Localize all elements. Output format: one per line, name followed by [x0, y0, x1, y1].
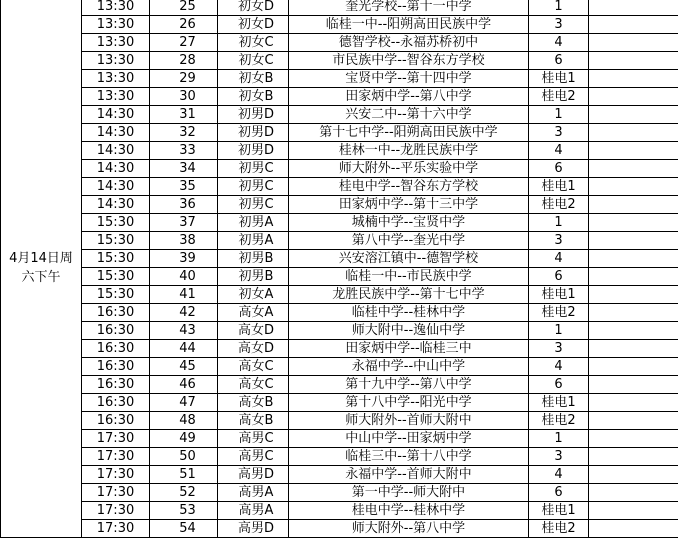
- time-cell[interactable]: 13:30: [82, 52, 150, 70]
- empty-cell[interactable]: [589, 268, 678, 286]
- venue-cell[interactable]: 桂电1: [529, 70, 589, 88]
- empty-cell[interactable]: [589, 520, 678, 538]
- table-row: [1, 502, 678, 520]
- match-cell[interactable]: 第十九中学--第八中学: [289, 376, 529, 394]
- time-cell[interactable]: 16:30: [82, 376, 150, 394]
- match-cell[interactable]: 兴安溶江镇中--德智学校: [289, 250, 529, 268]
- group-cell[interactable]: 初女C: [218, 52, 289, 70]
- group-cell[interactable]: 初女B: [218, 88, 289, 106]
- venue-cell[interactable]: 3: [529, 16, 589, 34]
- empty-cell[interactable]: [589, 232, 678, 250]
- table-row: [1, 52, 678, 70]
- match-cell[interactable]: 城楠中学--宝贤中学: [289, 214, 529, 232]
- match-cell[interactable]: 市民族中学--智谷东方学校: [289, 52, 529, 70]
- time-cell[interactable]: 15:30: [82, 250, 150, 268]
- time-cell[interactable]: 17:30: [82, 448, 150, 466]
- match-cell[interactable]: 临桂中学--桂林中学: [289, 304, 529, 322]
- time-cell[interactable]: 15:30: [82, 286, 150, 304]
- empty-cell[interactable]: [589, 88, 678, 106]
- match-number-cell[interactable]: 36: [150, 196, 218, 214]
- venue-cell[interactable]: 3: [529, 232, 589, 250]
- group-cell[interactable]: 初男D: [218, 142, 289, 160]
- match-number-cell[interactable]: 53: [150, 502, 218, 520]
- match-cell[interactable]: 临桂三中--第十八中学: [289, 448, 529, 466]
- time-cell[interactable]: 16:30: [82, 358, 150, 376]
- group-cell[interactable]: 初男D: [218, 124, 289, 142]
- empty-cell[interactable]: [589, 142, 678, 160]
- group-cell[interactable]: 高男D: [218, 466, 289, 484]
- table-row: [1, 520, 678, 538]
- match-cell[interactable]: 桂电中学--桂林中学: [289, 502, 529, 520]
- match-number-cell[interactable]: 48: [150, 412, 218, 430]
- group-cell[interactable]: 初女A: [218, 286, 289, 304]
- venue-cell[interactable]: 6: [529, 268, 589, 286]
- match-number-cell[interactable]: 42: [150, 304, 218, 322]
- empty-cell[interactable]: [589, 34, 678, 52]
- match-cell[interactable]: 永福中学--首师大附中: [289, 466, 529, 484]
- match-cell[interactable]: 兴安二中--第十六中学: [289, 106, 529, 124]
- match-number-cell[interactable]: 54: [150, 520, 218, 538]
- match-number-cell[interactable]: 34: [150, 160, 218, 178]
- group-cell[interactable]: 初男D: [218, 106, 289, 124]
- time-cell[interactable]: 14:30: [82, 196, 150, 214]
- time-cell[interactable]: 17:30: [82, 520, 150, 538]
- match-number-cell[interactable]: 27: [150, 34, 218, 52]
- group-cell[interactable]: 初男C: [218, 196, 289, 214]
- empty-cell[interactable]: [589, 466, 678, 484]
- time-cell[interactable]: 14:30: [82, 106, 150, 124]
- match-cell[interactable]: 师大附外--平乐实验中学: [289, 160, 529, 178]
- match-cell[interactable]: 田家炳中学--第十三中学: [289, 196, 529, 214]
- match-number-cell[interactable]: 40: [150, 268, 218, 286]
- table-row: [1, 16, 678, 34]
- time-cell[interactable]: 14:30: [82, 142, 150, 160]
- match-number-cell[interactable]: 33: [150, 142, 218, 160]
- time-cell[interactable]: 16:30: [82, 322, 150, 340]
- table-row: [1, 394, 678, 412]
- venue-cell[interactable]: 1: [529, 214, 589, 232]
- empty-cell[interactable]: [589, 52, 678, 70]
- group-cell[interactable]: 高女B: [218, 412, 289, 430]
- match-cell[interactable]: 德智学校--永福苏桥初中: [289, 34, 529, 52]
- venue-cell[interactable]: 6: [529, 376, 589, 394]
- table-row: [1, 304, 678, 322]
- match-number-cell[interactable]: 45: [150, 358, 218, 376]
- venue-cell[interactable]: 桂电2: [529, 520, 589, 538]
- time-cell[interactable]: 13:30: [82, 70, 150, 88]
- group-cell[interactable]: 高男C: [218, 448, 289, 466]
- time-cell[interactable]: 16:30: [82, 340, 150, 358]
- table-row: [1, 142, 678, 160]
- time-cell[interactable]: 17:30: [82, 430, 150, 448]
- table-row: [1, 88, 678, 106]
- venue-cell[interactable]: 桂电1: [529, 286, 589, 304]
- table-row: [1, 70, 678, 88]
- venue-cell[interactable]: 6: [529, 52, 589, 70]
- time-cell[interactable]: 13:30: [82, 16, 150, 34]
- group-cell[interactable]: 高男A: [218, 484, 289, 502]
- empty-cell[interactable]: [589, 124, 678, 142]
- empty-cell[interactable]: [589, 304, 678, 322]
- group-cell[interactable]: 初男C: [218, 160, 289, 178]
- match-cell[interactable]: 第十八中学--阳光中学: [289, 394, 529, 412]
- table-row: [1, 214, 678, 232]
- match-cell[interactable]: 师大附外--首师大附中: [289, 412, 529, 430]
- match-number-cell[interactable]: 50: [150, 448, 218, 466]
- empty-cell[interactable]: [589, 214, 678, 232]
- table-row: [1, 196, 678, 214]
- table-row: [1, 322, 678, 340]
- venue-cell[interactable]: 1: [529, 430, 589, 448]
- venue-cell[interactable]: 3: [529, 124, 589, 142]
- match-cell[interactable]: 第十七中学--阳朔高田民族中学: [289, 124, 529, 142]
- match-number-cell[interactable]: 30: [150, 88, 218, 106]
- group-cell[interactable]: 初女D: [218, 16, 289, 34]
- match-number-cell[interactable]: 51: [150, 466, 218, 484]
- match-number-cell[interactable]: 25: [150, 0, 218, 16]
- match-number-cell[interactable]: 46: [150, 376, 218, 394]
- match-number-cell[interactable]: 26: [150, 16, 218, 34]
- time-cell[interactable]: 16:30: [82, 304, 150, 322]
- group-cell[interactable]: 高女D: [218, 340, 289, 358]
- group-cell[interactable]: 高男C: [218, 430, 289, 448]
- table-row: [1, 0, 678, 16]
- table-row: [1, 124, 678, 142]
- match-cell[interactable]: 田家炳中学--临桂三中: [289, 340, 529, 358]
- venue-cell[interactable]: 1: [529, 322, 589, 340]
- match-number-cell[interactable]: 43: [150, 322, 218, 340]
- match-number-cell[interactable]: 37: [150, 214, 218, 232]
- table-row: [1, 358, 678, 376]
- table-row: [1, 34, 678, 52]
- empty-cell[interactable]: [589, 106, 678, 124]
- empty-cell[interactable]: [589, 160, 678, 178]
- empty-cell[interactable]: [589, 394, 678, 412]
- group-cell[interactable]: 高女B: [218, 394, 289, 412]
- table-row: [1, 340, 678, 358]
- group-cell[interactable]: 初女C: [218, 34, 289, 52]
- time-cell[interactable]: 14:30: [82, 160, 150, 178]
- empty-cell[interactable]: [589, 0, 678, 16]
- match-number-cell[interactable]: 28: [150, 52, 218, 70]
- match-number-cell[interactable]: 31: [150, 106, 218, 124]
- empty-cell[interactable]: [589, 502, 678, 520]
- time-cell[interactable]: 14:30: [82, 124, 150, 142]
- match-cell[interactable]: 临桂一中--市民族中学: [289, 268, 529, 286]
- empty-cell[interactable]: [589, 196, 678, 214]
- table-row: [1, 178, 678, 196]
- time-cell[interactable]: 13:30: [82, 88, 150, 106]
- empty-cell[interactable]: [589, 322, 678, 340]
- table-row: [1, 250, 678, 268]
- venue-cell[interactable]: 4: [529, 142, 589, 160]
- venue-cell[interactable]: 桂电1: [529, 178, 589, 196]
- venue-cell[interactable]: 4: [529, 466, 589, 484]
- venue-cell[interactable]: 1: [529, 106, 589, 124]
- empty-cell[interactable]: [589, 430, 678, 448]
- group-cell[interactable]: 初女D: [218, 0, 289, 16]
- time-cell[interactable]: 16:30: [82, 412, 150, 430]
- venue-cell[interactable]: 桂电1: [529, 502, 589, 520]
- time-cell[interactable]: 15:30: [82, 268, 150, 286]
- match-number-cell[interactable]: 49: [150, 430, 218, 448]
- empty-cell[interactable]: [589, 484, 678, 502]
- match-cell[interactable]: 田家炳中学--第八中学: [289, 88, 529, 106]
- date-cell[interactable]: 4月14日周六下午: [1, 0, 82, 538]
- time-cell[interactable]: 15:30: [82, 232, 150, 250]
- table-row: [1, 232, 678, 250]
- time-cell[interactable]: 17:30: [82, 484, 150, 502]
- group-cell[interactable]: 高女C: [218, 376, 289, 394]
- venue-cell[interactable]: 桂电2: [529, 196, 589, 214]
- group-cell[interactable]: 高男A: [218, 502, 289, 520]
- venue-cell[interactable]: 4: [529, 250, 589, 268]
- time-cell[interactable]: 13:30: [82, 0, 150, 16]
- match-cell[interactable]: 桂林一中--龙胜民族中学: [289, 142, 529, 160]
- time-cell[interactable]: 17:30: [82, 502, 150, 520]
- group-cell[interactable]: 初女B: [218, 70, 289, 88]
- table-row: [1, 448, 678, 466]
- match-number-cell[interactable]: 47: [150, 394, 218, 412]
- empty-cell[interactable]: [589, 358, 678, 376]
- match-cell[interactable]: 永福中学--中山中学: [289, 358, 529, 376]
- venue-cell[interactable]: 1: [529, 0, 589, 16]
- table-row: [1, 412, 678, 430]
- venue-cell[interactable]: 3: [529, 340, 589, 358]
- match-number-cell[interactable]: 29: [150, 70, 218, 88]
- venue-cell[interactable]: 桂电2: [529, 88, 589, 106]
- time-cell[interactable]: 14:30: [82, 178, 150, 196]
- empty-cell[interactable]: [589, 340, 678, 358]
- group-cell[interactable]: 初男B: [218, 250, 289, 268]
- group-cell[interactable]: 高女C: [218, 358, 289, 376]
- group-cell[interactable]: 初男A: [218, 232, 289, 250]
- match-number-cell[interactable]: 32: [150, 124, 218, 142]
- match-number-cell[interactable]: 39: [150, 250, 218, 268]
- group-cell[interactable]: 高男D: [218, 520, 289, 538]
- match-number-cell[interactable]: 41: [150, 286, 218, 304]
- venue-cell[interactable]: 6: [529, 160, 589, 178]
- group-cell[interactable]: 高女A: [218, 304, 289, 322]
- empty-cell[interactable]: [589, 178, 678, 196]
- venue-cell[interactable]: 4: [529, 34, 589, 52]
- table-row: [1, 484, 678, 502]
- match-cell[interactable]: 宝贤中学--第十四中学: [289, 70, 529, 88]
- match-number-cell[interactable]: 38: [150, 232, 218, 250]
- match-cell[interactable]: 第一中学--师大附中: [289, 484, 529, 502]
- time-cell[interactable]: 16:30: [82, 394, 150, 412]
- match-cell[interactable]: 桂电中学--智谷东方学校: [289, 178, 529, 196]
- table-row: [1, 268, 678, 286]
- table-row: [1, 106, 678, 124]
- table-row: [1, 376, 678, 394]
- schedule-body: [1, 0, 678, 538]
- empty-cell[interactable]: [589, 448, 678, 466]
- time-cell[interactable]: 15:30: [82, 214, 150, 232]
- empty-cell[interactable]: [589, 16, 678, 34]
- venue-cell[interactable]: 桂电2: [529, 304, 589, 322]
- venue-cell[interactable]: 3: [529, 448, 589, 466]
- time-cell[interactable]: 17:30: [82, 466, 150, 484]
- match-cell[interactable]: 龙胜民族中学--第十七中学: [289, 286, 529, 304]
- venue-cell[interactable]: 桂电2: [529, 412, 589, 430]
- time-cell[interactable]: 13:30: [82, 34, 150, 52]
- venue-cell[interactable]: 桂电1: [529, 394, 589, 412]
- match-cell[interactable]: 临桂一中--阳朔高田民族中学: [289, 16, 529, 34]
- table-row: [1, 286, 678, 304]
- table-row: [1, 430, 678, 448]
- empty-cell[interactable]: [589, 70, 678, 88]
- match-cell[interactable]: 中山中学--田家炳中学: [289, 430, 529, 448]
- match-cell[interactable]: 师大附中--逸仙中学: [289, 322, 529, 340]
- empty-cell[interactable]: [589, 412, 678, 430]
- match-cell[interactable]: 奎光学校--第十一中学: [289, 0, 529, 16]
- empty-cell[interactable]: [589, 286, 678, 304]
- group-cell[interactable]: 初男C: [218, 178, 289, 196]
- venue-cell[interactable]: 4: [529, 358, 589, 376]
- match-number-cell[interactable]: 44: [150, 340, 218, 358]
- group-cell[interactable]: 初男B: [218, 268, 289, 286]
- table-row: [1, 160, 678, 178]
- match-number-cell[interactable]: 35: [150, 178, 218, 196]
- venue-cell[interactable]: 6: [529, 484, 589, 502]
- group-cell[interactable]: 高女D: [218, 322, 289, 340]
- match-cell[interactable]: 第八中学--奎光中学: [289, 232, 529, 250]
- group-cell[interactable]: 初男A: [218, 214, 289, 232]
- table-row: [1, 466, 678, 484]
- empty-cell[interactable]: [589, 250, 678, 268]
- match-number-cell[interactable]: 52: [150, 484, 218, 502]
- empty-cell[interactable]: [589, 376, 678, 394]
- match-cell[interactable]: 师大附外--第八中学: [289, 520, 529, 538]
